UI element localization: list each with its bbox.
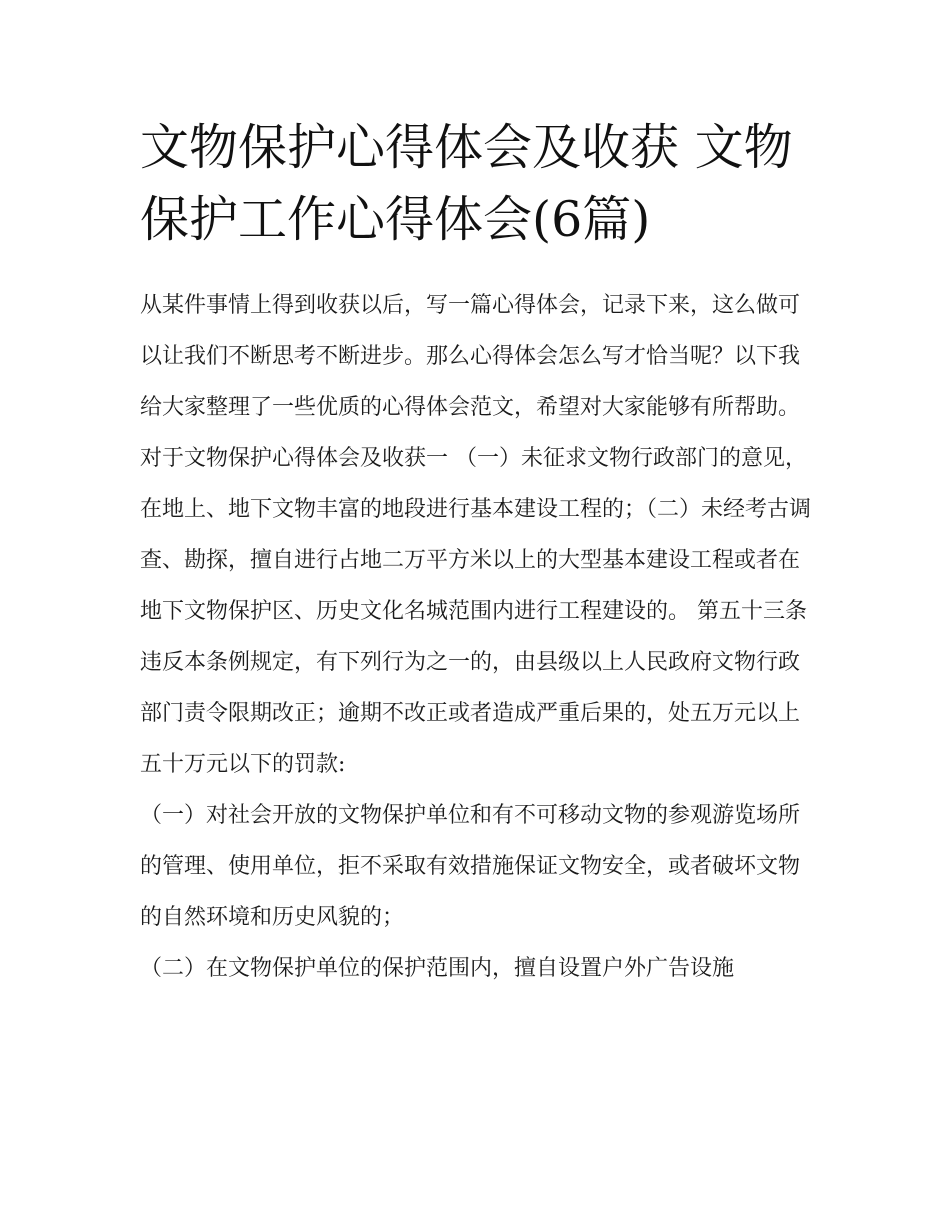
paragraph-part-one: 对于文物保护心得体会及收获一 （一）未征求文物行政部门的意见，在地上、地下文物丰富的地段进行基本建设工程的；（二）未经考古调查、勘探，擅自进行占地二万平方米以上的大型基本建设工程或者在地下文物保护区、历史文化名城范围内进行工程建设的。 第五十三条 bbox=[140, 446, 812, 624]
paragraph-intro: 从某件事情上得到收获以后，写一篇心得体会，记录下来，这么做可以让我们不断思考不断进步。那么心得体会怎么写才恰当呢？以下我给大家整理了一些优质的心得体会范文，希望对大家能够有所帮助。 bbox=[140, 293, 801, 420]
document-title: 文物保护心得体会及收获 文物保护工作心得体会(6篇) bbox=[140, 119, 793, 248]
paragraph-regulation: 违反本条例规定，有下列行为之一的，由县级以上人民政府文物行政部门责令限期改正；逾期不改正或者造成严重后果的，处五万元以上五十万元以下的罚款: bbox=[140, 650, 801, 777]
paragraph-item-one: （一）对社会开放的文物保护单位和有不可移动文物的参观游览场所的管理、使用单位，拒不采取有效措施保证文物安全，或者破坏文物的自然环境和历史风貌的； bbox=[140, 803, 801, 930]
document-body bbox=[140, 280, 814, 994]
paragraph-item-two: （二）在文物保护单位的保护范围内，擅自设置户外广告设施 bbox=[140, 956, 735, 981]
